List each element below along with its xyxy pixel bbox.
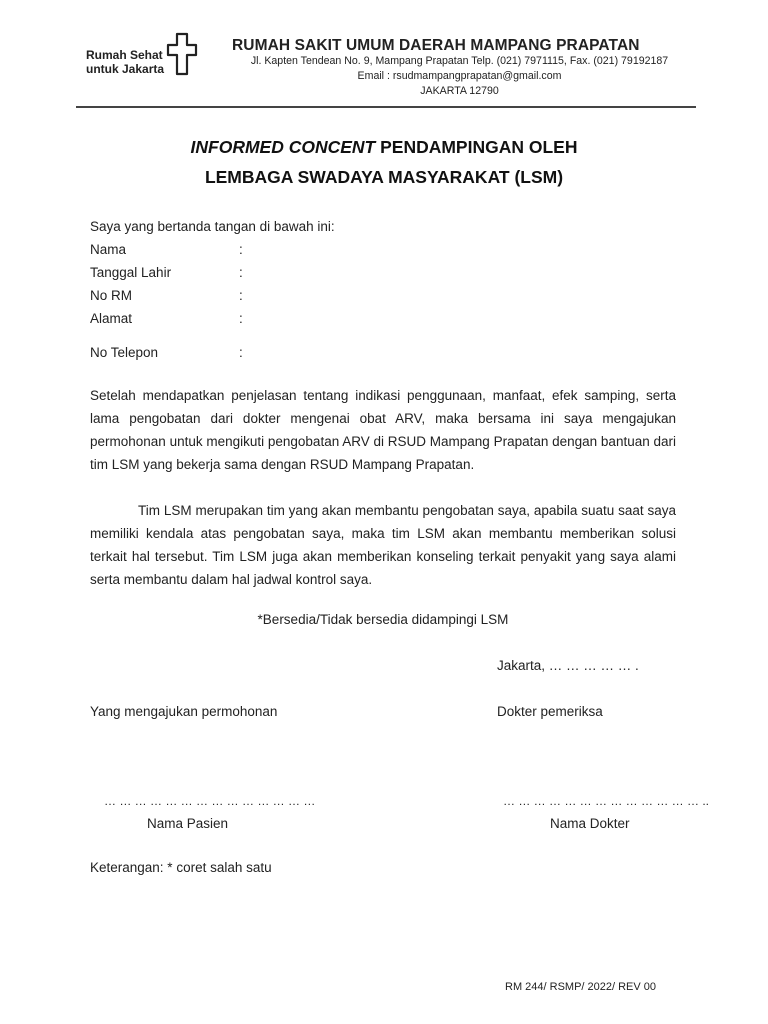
header-divider: [76, 106, 696, 108]
place-date: Jakarta, … … … … … .: [497, 658, 639, 673]
doctor-name-label: Nama Dokter: [550, 816, 630, 831]
paragraph-2: Tim LSM merupakan tim yang akan membantu pengobatan saya, apabila suatu saat saya memiliki kendala atas pengobatan saya, maka tim LSM akan membantu memberikan solusi terkait hal tersebut. Tim LSM juga akan memberikan konseling terkait penyakit yang saya alami serta membantu dalam hal jadwal kontrol saya.: [90, 503, 676, 587]
signature-role-applicant: Yang mengajukan permohonan: [90, 704, 278, 719]
paragraph-1: Setelah mendapatkan penjelasan tentang indikasi penggunaan, manfaat, efek samping, serta lama pengobatan dari dokter mengenai obat ARV, maka bersama ini saya mengajukan permohonan untuk mengikuti pengobatan ARV di RSUD Mampang Prapatan dengan bantuan dari tim LSM yang bekerja sama dengan RSUD Mampang Prapatan.: [90, 388, 676, 472]
consent-choice: *Bersedia/Tidak bersedia didampingi LSM: [257, 612, 509, 627]
field-label-no-rm: No RM: [90, 288, 133, 303]
field-colon-alamat: :: [239, 311, 243, 326]
hospital-city: JAKARTA 12790: [420, 85, 499, 97]
field-label-no-telepon: No Telepon: [90, 345, 159, 360]
field-label-nama: Nama: [90, 242, 127, 257]
signature-role-doctor: Dokter pemeriksa: [497, 704, 603, 719]
field-colon-tanggal-lahir: :: [239, 265, 243, 280]
note-text: Keterangan: * coret salah satu: [90, 860, 272, 875]
intro-text: Saya yang bertanda tangan di bawah ini:: [90, 219, 335, 234]
hospital-email: Email : rsudmampangprapatan@gmail.com: [357, 70, 562, 82]
field-label-tanggal-lahir: Tanggal Lahir: [90, 265, 172, 280]
logo-line-2: untuk Jakarta: [86, 62, 165, 76]
signature-line-patient: … … … … … … … … … … … … … …: [104, 794, 316, 808]
field-colon-nama: :: [239, 242, 243, 257]
logo-text: [86, 48, 164, 76]
document-title-line-1: [0, 137, 768, 158]
patient-name-label: Nama Pasien: [147, 816, 229, 831]
title-italic-part: INFORMED CONCENT: [190, 137, 376, 157]
logo-line-1: Rumah Sehat: [86, 48, 163, 62]
document-title-line-2: LEMBAGA SWADAYA MASYARAKAT (LSM): [204, 167, 564, 187]
hospital-name: RUMAH SAKIT UMUM DAERAH MAMPANG PRAPATAN: [232, 37, 640, 54]
field-colon-no-rm: :: [239, 288, 243, 303]
title-line-1-rest: PENDAMPINGAN OLEH: [375, 137, 578, 157]
hospital-address: Jl. Kapten Tendean No. 9, Mampang Prapatan Telp. (021) 7971115, Fax. (021) 79192187: [250, 55, 669, 67]
field-colon-no-telepon: :: [239, 345, 243, 360]
document-code: RM 244/ RSMP/ 2022/ REV 00: [505, 981, 657, 993]
field-label-alamat: Alamat: [90, 311, 133, 326]
hospital-cross-logo-icon: [166, 30, 198, 78]
signature-line-doctor: … … … … … … … … … … … … … ..: [503, 794, 710, 808]
